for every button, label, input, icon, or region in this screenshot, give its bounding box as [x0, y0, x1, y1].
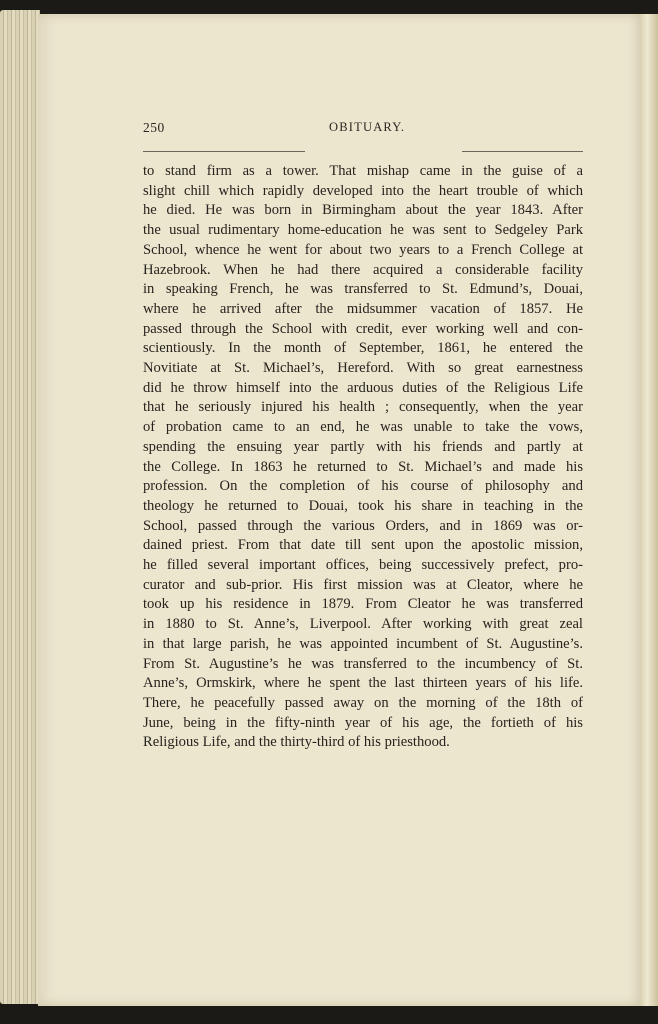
- text-line: curator and sub-prior. His first mission was at Cleator, where he: [143, 576, 583, 593]
- text-line: took up his residence in 1879. From Cleator he was transferred: [143, 596, 583, 613]
- text-line: June, being in the fifty-ninth year of his age, the fortieth of his: [143, 714, 583, 731]
- text-line: to stand firm as a tower. That mishap came in the guise of a: [143, 163, 583, 179]
- text-line: scientiously. In the month of September, 1861, he entered the: [143, 340, 583, 357]
- running-head: OBITUARY.: [329, 120, 406, 134]
- text-line: he filled several important offices, being successively prefect, pro-: [143, 557, 583, 574]
- header-rule-right: [462, 151, 583, 152]
- text-line: School, passed through the various Orders, and in 1869 was or-: [143, 517, 583, 534]
- text-line: he died. He was born in Birmingham about the year 1843. After: [143, 202, 583, 219]
- text-line: in that large parish, he was appointed incumbent of St. Augustine’s.: [143, 635, 583, 652]
- text-line: the College. In 1863 he returned to St. Michael’s and made his: [143, 458, 583, 475]
- text-line: in 1880 to St. Anne’s, Liverpool. After working with great zeal: [143, 616, 583, 633]
- text-line: in speaking French, he was transferred to St. Edmund’s, Douai,: [143, 281, 583, 298]
- text-line: profession. On the completion of his course of philosophy and: [143, 478, 583, 495]
- text-line: From St. Augustine’s he was transferred to the incumbency of St.: [143, 655, 583, 672]
- book-page-edges: [0, 10, 40, 1004]
- text-line: slight chill which rapidly developed into the heart trouble of which: [143, 182, 583, 199]
- header-rule-left: [143, 151, 305, 152]
- text-line: School, whence he went for about two years to a French College at: [143, 241, 583, 258]
- obituary-body-text: [143, 162, 583, 753]
- text-line: passed through the School with credit, ever working well and con-: [143, 320, 583, 337]
- text-line: Hazebrook. When he had there acquired a considerable facility: [143, 261, 583, 278]
- text-line: did he throw himself into the arduous duties of the Religious Life: [143, 379, 583, 396]
- text-line: Anne’s, Ormskirk, where he spent the last thirteen years of his life.: [143, 675, 583, 692]
- text-line: the usual rudimentary home-education he was sent to Sedgeley Park: [143, 222, 583, 239]
- text-line: Religious Life, and the thirty-third of his priesthood.: [143, 734, 450, 751]
- text-line: where he arrived after the midsummer vacation of 1857. He: [143, 300, 583, 317]
- text-line: that he seriously injured his health ; consequently, when the year: [143, 399, 583, 416]
- text-line: There, he peacefully passed away on the morning of the 18th of: [143, 694, 583, 711]
- text-line: dained priest. From that date till sent upon the apostolic mission,: [143, 537, 583, 554]
- page-number: 250: [143, 120, 165, 135]
- text-line: of probation came to an end, he was unable to take the vows,: [143, 419, 583, 436]
- text-line: Novitiate at St. Michael’s, Hereford. With so great earnestness: [143, 360, 583, 377]
- text-line: spending the ensuing year partly with his friends and partly at: [143, 438, 583, 455]
- book-right-edge: [640, 14, 658, 1006]
- page-header: [143, 120, 583, 140]
- text-line: theology he returned to Douai, took his share in teaching in the: [143, 497, 583, 514]
